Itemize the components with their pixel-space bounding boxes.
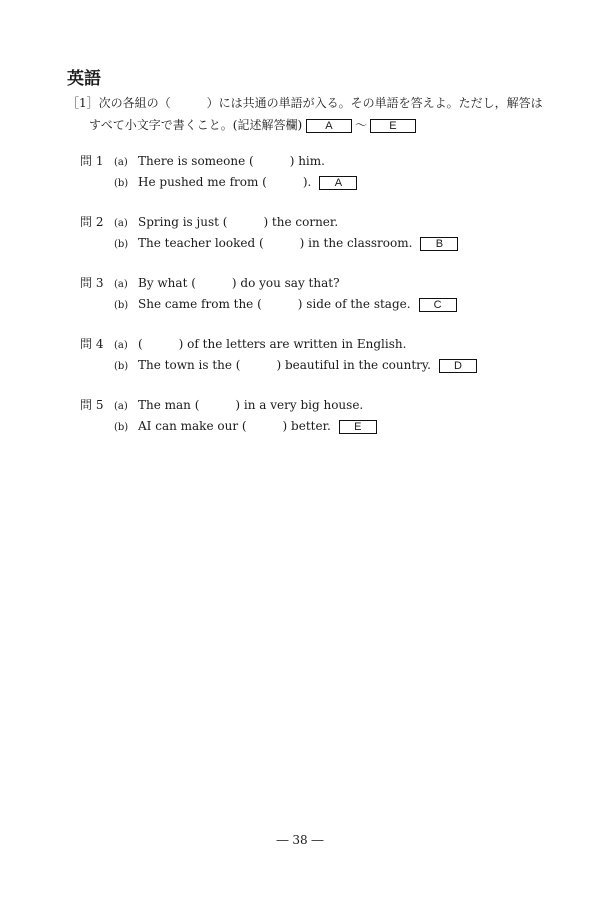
question-3 [80,274,540,316]
question-2 [80,213,540,255]
question-number: 問 2 [80,215,104,229]
question-number: 問 4 [80,337,104,351]
question-number: 問 3 [80,276,104,290]
item-label: (b) [114,239,129,250]
subject-title: 英語 [67,69,101,89]
question-item [80,274,540,295]
answer-box-end: E [370,119,416,133]
item-label: (a) [114,401,128,412]
question-item [80,295,540,316]
question-item [80,234,540,255]
item-label: (a) [114,340,128,351]
item-label: (b) [114,178,129,189]
item-sentence: The man ( ) in a very big house. [138,398,364,412]
page-number: ― 38 ― [276,833,324,847]
question-item [80,173,540,194]
item-label: (b) [114,422,129,433]
item-sentence: He pushed me from ( ). [138,175,312,189]
instruction-line-2 [67,114,547,136]
question-item [80,213,540,234]
question-item [80,152,540,173]
item-sentence: The town is the ( ) beautiful in the country. [138,358,431,372]
item-label: (a) [114,157,128,168]
question-item [80,417,540,438]
instruction-line-2-text: すべて小文字で書くこと。(記述解答欄) [89,118,303,132]
answer-box: E [339,420,377,434]
item-label: (b) [114,300,129,311]
instruction-line-1: ［1］次の各組の（ ）には共通の単語が入る。その単語を答えよ。ただし，解答は [67,96,543,110]
item-sentence: There is someone ( ) him. [138,154,325,168]
item-sentence: The teacher looked ( ) in the classroom. [138,236,413,250]
range-separator: 〜 [354,118,367,132]
item-sentence: ( ) of the letters are written in English. [138,337,407,351]
item-sentence: AI can make our ( ) better. [138,419,331,433]
answer-box: C [419,298,457,312]
item-label: (b) [114,361,129,372]
question-4 [80,335,540,377]
instruction [67,92,547,136]
answer-box-start: A [306,119,352,133]
question-5 [80,396,540,438]
question-item [80,356,540,377]
item-sentence: By what ( ) do you say that? [138,276,340,290]
item-label: (a) [114,218,128,229]
item-label: (a) [114,279,128,290]
item-sentence: Spring is just ( ) the corner. [138,215,339,229]
question-item [80,335,540,356]
question-number: 問 5 [80,398,104,412]
question-number: 問 1 [80,154,104,168]
item-sentence: She came from the ( ) side of the stage. [138,297,411,311]
question-1 [80,152,540,194]
answer-box: B [420,237,458,251]
question-item [80,396,540,417]
answer-box: D [439,359,477,373]
answer-box: A [319,176,357,190]
